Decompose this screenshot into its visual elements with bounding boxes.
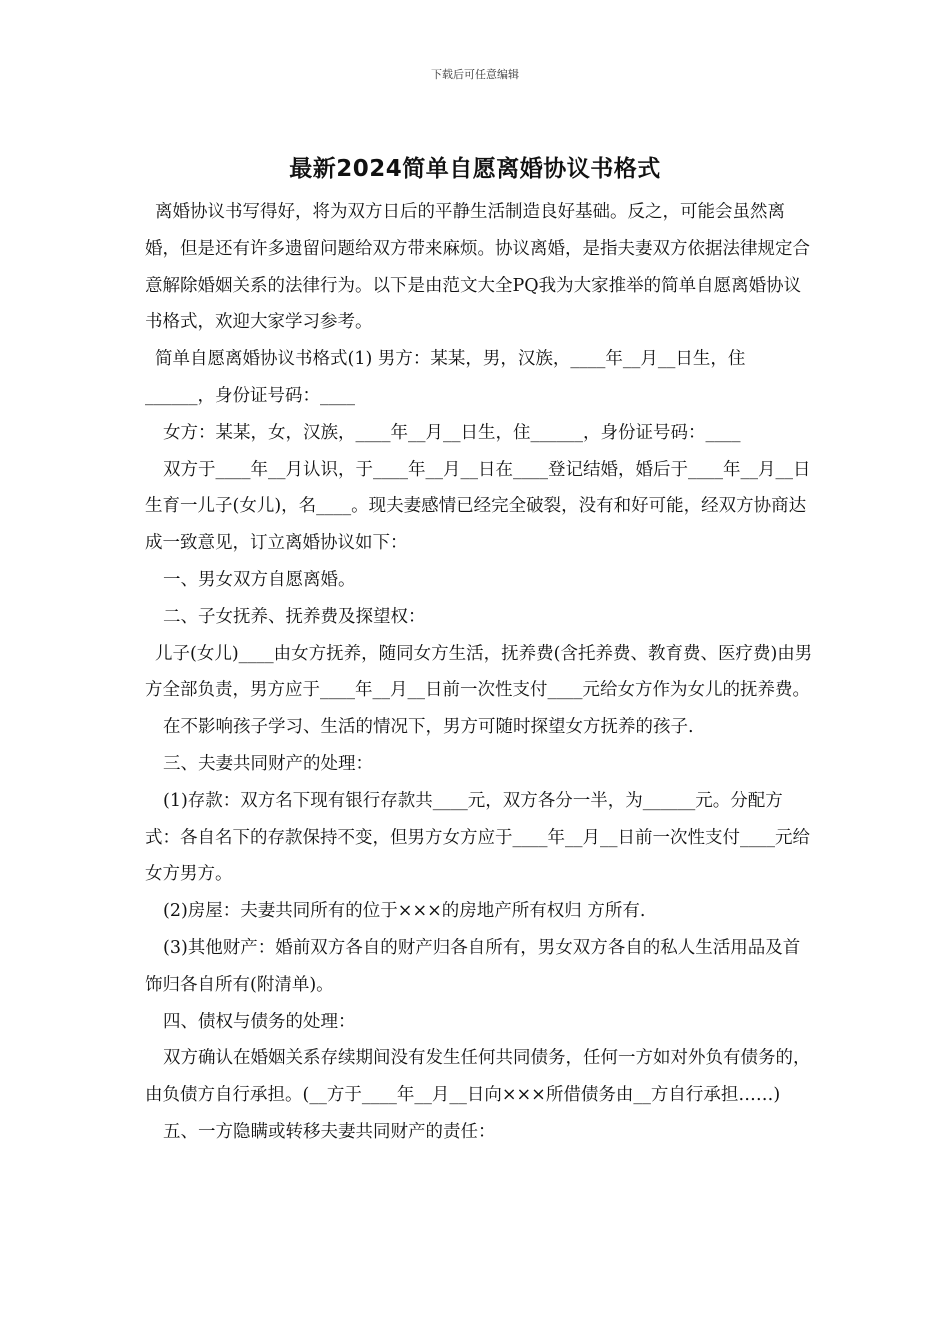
paragraph: 简单自愿离婚协议书格式(1) 男方：某某，男，汉族，____年__月__日生，住______，身份证号码：____ (145, 349, 746, 406)
section-heading: 四、债权与债务的处理： (163, 1011, 356, 1032)
paragraph: 儿子(女儿)____由女方抚养，随同女方生活，抚养费(含托养费、教育费、医疗费)由男方全部负责，男方应于____年__月__日前一次性支付____元给女方作为女儿的抚养费。 (145, 643, 813, 701)
paragraph: 离婚协议书写得好，将为双方日后的平静生活制造良好基础。反之，可能会虽然离婚，但是还有许多遗留问题给双方带来麻烦。协议离婚，是指夫妻双方依据法律规定合意解除婚姻关系的法律行为。以下是由范文大全PQ我为大家推举的简单自愿离婚协议书格式，欢迎大家学习参考。 (145, 202, 810, 333)
paragraph: (3)其他财产：婚前双方各自的财产归各自所有，男女双方各自的私人生活用品及首饰归各自所有(附清单)。 (145, 937, 801, 995)
section-heading: 二、子女抚养、抚养费及探望权： (163, 606, 426, 627)
paragraph: 双方于____年__月认识，于____年__月__日在____登记结婚，婚后于____年__月__日生育一儿子(女儿)，名____。现夫妻感情已经完全破裂，没有和好可能，经双方协商达成一致意见，订立离婚协议如下： (145, 459, 811, 554)
document-title: 最新2024简单自愿离婚协议书格式 (289, 156, 661, 182)
document-body (145, 194, 813, 1151)
page-header-note: 下载后可任意编辑 (431, 68, 519, 81)
paragraph: 在不影响孩子学习、生活的情况下，男方可随时探望女方抚养的孩子. (163, 717, 694, 738)
paragraph: (2)房屋：夫妻共同所有的位于×××的房地产所有权归 方所有. (163, 901, 646, 922)
section-heading: 三、夫妻共同财产的处理： (163, 753, 373, 774)
paragraph: 女方：某某，女，汉族，____年__月__日生，住______，身份证号码：____ (163, 422, 741, 443)
section-heading: 一、男女双方自愿离婚。 (163, 569, 356, 590)
section-heading: 五、一方隐瞒或转移夫妻共同财产的责任： (163, 1121, 496, 1142)
paragraph: (1)存款：双方名下现有银行存款共____元，双方各分一半，为______元。分配方式：各自名下的存款保持不变，但男方女方应于____年__月__日前一次性支付____元给女方男方。 (145, 790, 810, 885)
paragraph: 双方确认在婚姻关系存续期间没有发生任何共同债务，任何一方如对外负有债务的，由负债方自行承担。(__方于____年__月__日向×××所借债务由__方自行承担……) (145, 1048, 811, 1106)
